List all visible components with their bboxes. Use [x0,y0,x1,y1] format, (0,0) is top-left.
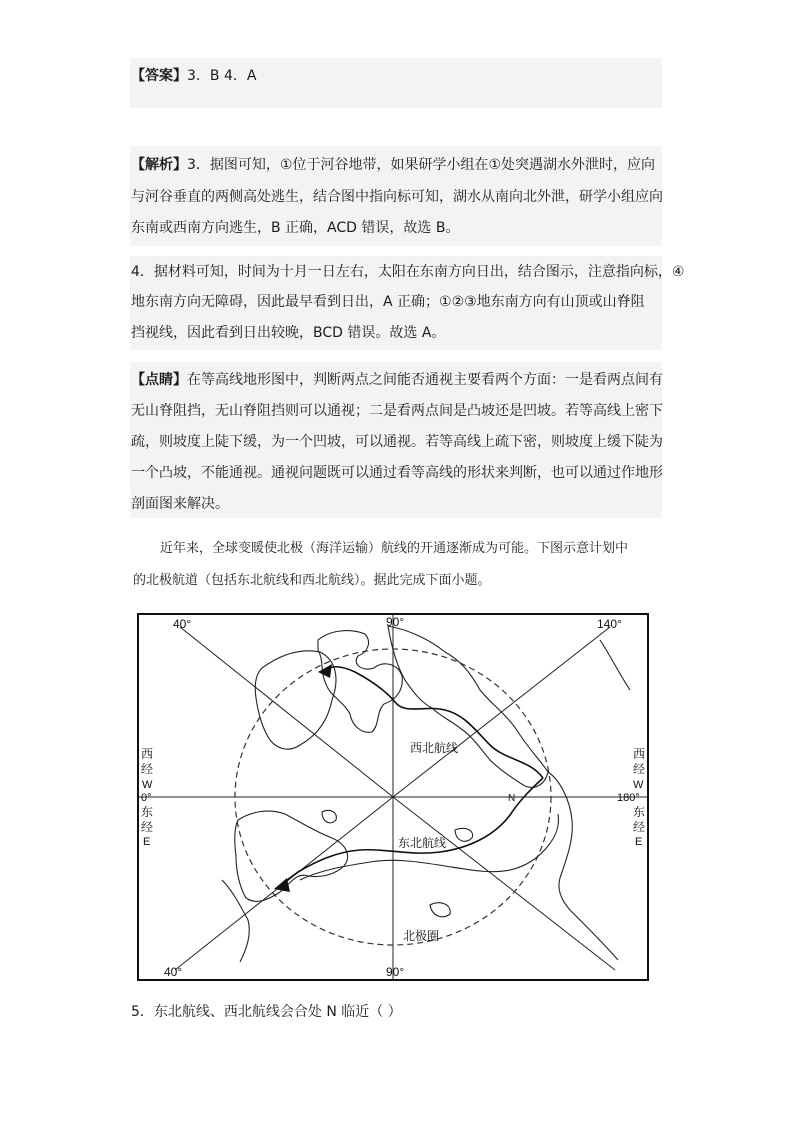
arctic-circle-label: 北极圈 [403,929,440,943]
left-label-jing2: 经 [141,820,154,834]
question-5: 5．东北航线、西北航线会合处 N 临近（ ） [131,1004,402,1020]
right-label-e: E [635,836,643,848]
left-label-w: W [142,779,153,791]
answer-tag: 【答案】 [131,68,187,84]
note-line-1: 【点睛】在等高线地形图中，判断两点之间能否通视主要看两个方面：一是看两点间有 [131,372,663,388]
note-tag: 【点睛】 [131,372,187,388]
answer-text: 3．B 4．A [187,68,257,84]
right-label-180: 180° [617,792,640,804]
lon-label-top-left: 40° [173,617,192,631]
northeast-route-label: 东北航线 [398,836,447,850]
note-line-3: 疏，则坡度上陡下缓，为一个凹坡，可以通视。若等高线上疏下密，则坡度上缓下陡为 [131,434,663,450]
right-label-jing2: 经 [633,820,646,834]
analysis-tag: 【解析】 [131,157,187,173]
q4-line-3: 挡视线，因此看到日出较晚，BCD 错误。故选 A。 [131,325,446,341]
northwest-route-label: 西北航线 [410,741,459,755]
left-label-zero: 0° [141,792,152,804]
right-label-east: 东 [633,805,646,819]
analysis-line-1: 【解析】3．据图可知，①位于河谷地带，如果研学小组在①处突遇湖水外泄时，应向 [131,157,656,173]
right-label-jing: 经 [633,762,646,776]
lon-label-top: 90° [386,615,405,629]
lon-label-bottom-left: 40° [164,965,183,979]
left-label-east: 东 [141,805,154,819]
left-label-e: E [143,836,151,848]
right-label-west: 西 [633,747,646,761]
left-label-west: 西 [141,747,154,761]
analysis-line-2: 与河谷垂直的两侧高处逃生，结合图中指向标可知，湖水从南向北外泄，研学小组应向 [131,189,663,205]
left-label-jing: 经 [141,762,154,776]
analysis-line-3: 东南或西南方向逃生，B 正确，ACD 错误，故选 B。 [131,220,460,236]
lon-label-bottom: 90° [386,965,405,979]
right-label-w: W [633,779,644,791]
q4-line-1: 4．据材料可知，时间为十月一日左右，太阳在东南方向日出，结合图示，注意指向标，④ [131,264,685,280]
note-line-4: 一个凸坡，不能通视。通视问题既可以通过看等高线的形状来判断，也可以通过作地形 [131,465,663,481]
note-line-5: 剖面图来解决。 [131,496,229,512]
note-line-2: 无山脊阻挡，无山脊阻挡则可以通视；二是看两点间是凸坡还是凹坡。若等高线上密下 [131,403,663,419]
q4-line-2: 地东南方向无障碍，因此最早看到日出，A 正确；①②③地东南方向有山顶或山脊阻 [131,294,645,310]
point-n-label: N [508,793,516,804]
intro-line-2: 的北极航道（包括东北航线和西北航线）。据此完成下面小题。 [133,573,491,588]
lon-label-top-right: 140° [597,617,622,631]
intro-line-1: 近年来，全球变暖使北极（海洋运输）航线的开通逐渐成为可能。下图示意计划中 [160,541,629,556]
